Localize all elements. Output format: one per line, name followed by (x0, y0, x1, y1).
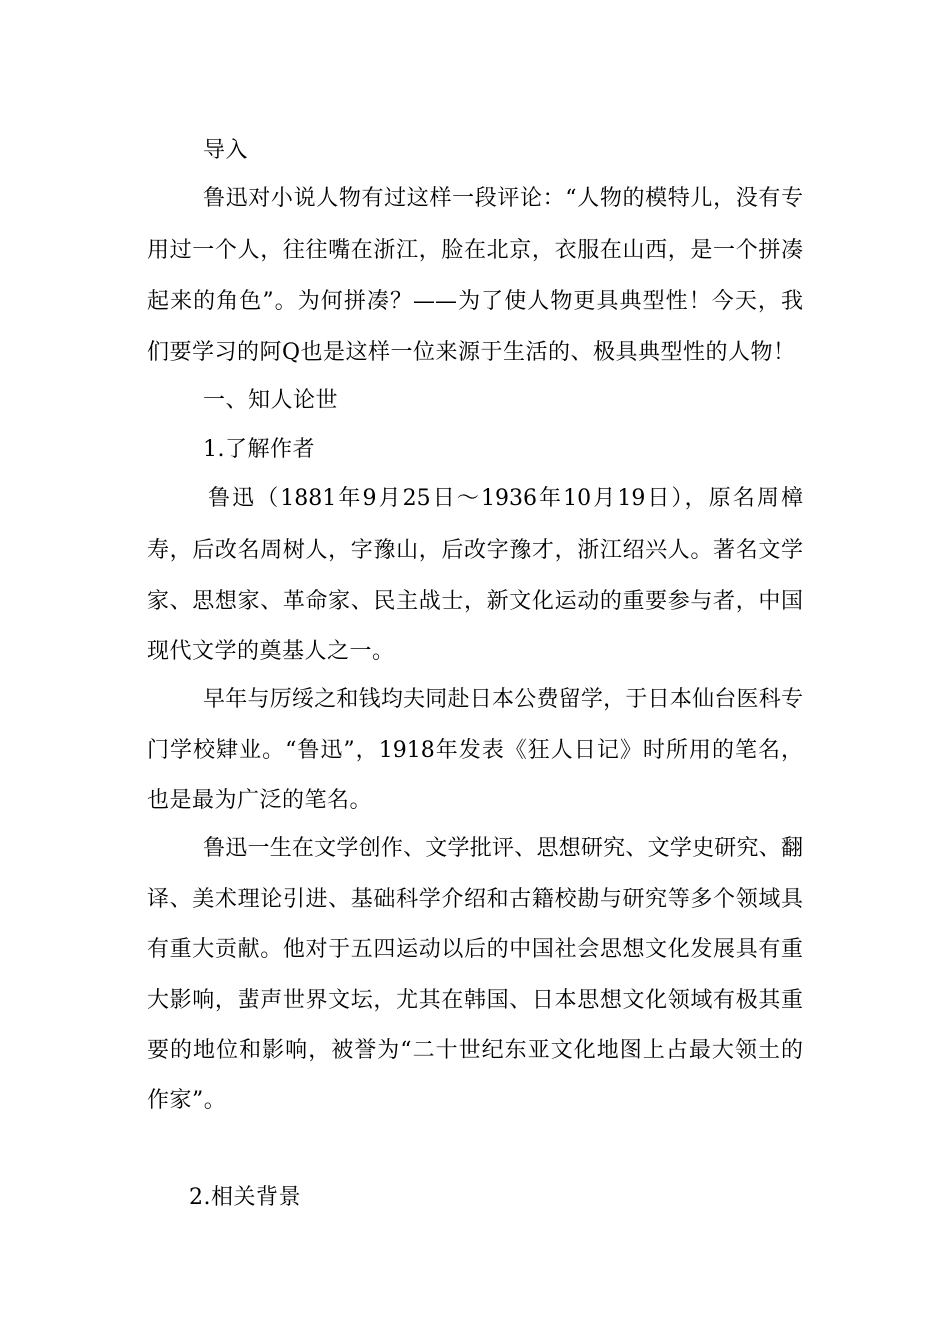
contrib-paragraph-line-4: 大影响，蜚声世界文坛，尤其在韩国、日本思想文化领域有极其重 (147, 988, 803, 1013)
bio-paragraph-line-1: 鲁迅（1881年9月25日～1936年10月19日），原名周樟 (208, 486, 803, 511)
contrib-paragraph-line-5: 要的地位和影响，被誉为“二十世纪东亚文化地图上占最大领土的 (147, 1038, 803, 1063)
intro-heading: 导入 (203, 138, 249, 163)
intro-paragraph-line-3: 起来的角色”。为何拼凑？——为了使人物更具典型性！今天，我 (147, 289, 803, 314)
bio-paragraph-line-2: 寿，后改名周树人，字豫山，后改字豫才，浙江绍兴人。著名文学 (147, 538, 803, 563)
intro-paragraph-line-1: 鲁迅对小说人物有过这样一段评论：“人物的模特儿，没有专 (203, 186, 803, 211)
contrib-paragraph-line-6: 作家”。 (147, 1088, 227, 1113)
contrib-paragraph-line-2: 译、美术理论引进、基础科学介绍和古籍校勘与研究等多个领域具 (147, 887, 803, 912)
intro-paragraph-line-2: 用过一个人，往往嘴在浙江，脸在北京，衣服在山西，是一个拼凑 (147, 238, 803, 263)
early-paragraph-line-3: 也是最为广泛的笔名。 (147, 788, 373, 813)
subsection-heading-1: 1.了解作者 (203, 437, 315, 462)
contrib-paragraph-line-1: 鲁迅一生在文学创作、文学批评、思想研究、文学史研究、翻 (203, 836, 803, 861)
early-paragraph-line-2: 门学校肄业。“鲁迅”，1918年发表《狂人日记》时所用的笔名， (147, 738, 803, 763)
section-heading-1: 一、知人论世 (203, 388, 339, 413)
intro-paragraph-line-4: 们要学习的阿Q也是这样一位来源于生活的、极具典型性的人物！ (147, 340, 796, 365)
bio-paragraph-line-3: 家、思想家、革命家、民主战士，新文化运动的重要参与者，中国 (147, 589, 803, 614)
contrib-paragraph-line-3: 有重大贡献。他对于五四运动以后的中国社会思想文化发展具有重 (147, 937, 803, 962)
bio-paragraph-line-4: 现代文学的奠基人之一。 (147, 639, 395, 664)
early-paragraph-line-1: 早年与厉绥之和钱均夫同赴日本公费留学，于日本仙台医科专 (203, 687, 803, 712)
subsection-heading-2: 2.相关背景 (189, 1185, 301, 1210)
